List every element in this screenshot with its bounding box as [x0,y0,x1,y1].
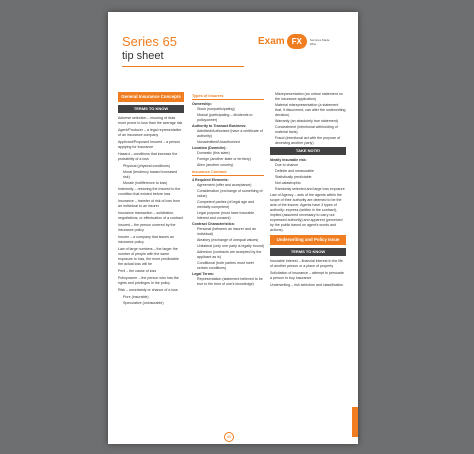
term-insured: Insured – the person covered by the insurance policy [118,223,176,232]
authority-admitted: Admitted/Authorized (have a certificate of authority) [197,129,263,138]
char-adhesion: Adhesion (contracts are accepted by the applicant as is) [197,250,262,259]
legal-representation: Representation (statement believed to be true to the best of one's knowledge) [197,277,263,286]
term-underwriting: Underwriting – risk selection and classification [270,283,344,287]
ideal-statistically-predictable: Statistically predictable [275,175,312,179]
ideal-randomly-selected: Randomly selected and large loss exposure [275,187,345,191]
tip-sheet-subtitle: tip sheet [122,50,164,62]
column-general-concepts [118,92,184,307]
char-unilateral: Unilateral (only one party is legally bound) [197,244,264,248]
term-insurable-interest: Insurable interest – financial interest in the life of another person or a place of property [270,259,343,268]
required-elements-heading: 4 Required Elements: [192,178,229,182]
section-types-of-insurers: Types of Insurers [192,94,264,100]
law-of-agency-note: Law of Agency – acts of the agents within the scope of their authority are deemed to be the acts of the insurer. Agents have 3 types of authority: express (written in the contract), implied (assumed necessary to carry out expressed authority) and apparent (perceived by the public based on agent's words and actions). [270,193,343,232]
terms-to-know-heading: TERMS TO KNOW [118,105,184,113]
tip-sheet-page [108,12,358,444]
section-general-insurance-concepts: General Insurance Concepts [118,92,184,102]
term-risk: Risk – uncertainty or chance of a loss [118,288,178,292]
char-aleatory: Aleatory (exchange of unequal values) [197,238,259,242]
ownership-heading: Ownership: [192,102,212,106]
hazard-moral: Moral (tendency toward increased risk) [123,170,178,179]
location-foreign: Foreign (another state or territory) [197,157,251,161]
authority-heading: Authority to Transact Business: [192,124,247,128]
ideal-risk-heading: Ideally insurable risk: [270,158,307,162]
title-rule [122,66,244,67]
authority-nonadmitted: Nonadmitted/Unauthorized [197,140,240,144]
term-insurance: Insurance – transfer of risk of loss from an individual to an insurer [118,199,181,208]
term-applicant: Applicant/Proposed Insured – a person applying for insurance [118,140,181,149]
ideal-not-catastrophic: Not catastrophic [275,181,301,185]
logo-fx-badge: FX [287,34,307,49]
section-underwriting-policy-issue: Underwriting and Policy Issue [270,235,346,245]
term-insurer: Insurer – a company that issues an insurance policy [118,235,174,244]
ownership-stock: Stock (nonparticipating) [197,107,235,111]
element-agreement: Agreement (offer and acceptance) [197,183,252,187]
legal-warranty: Warranty (an absolutely true statement) [275,119,338,123]
hazard-morale: Morale (indifference to loss) [123,181,168,185]
risk-speculative: Speculative (uninsurable) [123,301,164,305]
term-hazard: Hazard – conditions that increase the probability of a loss [118,152,178,161]
column-notes-underwriting [270,92,346,290]
term-solicitation: Solicitation of insurance – attempt to persuade a person to buy insurance [270,271,344,280]
logo-exam-text: Exam [258,36,285,47]
ideal-due-to-chance: Due to chance [275,163,299,167]
term-policyowner: Policyowner – the person who has the rights and privileges in the policy [118,276,179,285]
element-legal-purpose: Legal purpose (must have insurable interest and consent) [197,211,255,220]
hazard-physical: Physical (physical conditions) [123,164,170,168]
element-consideration: Consideration (exchange of something of value) [197,189,263,198]
section-insurance-contract: Insurance Contract [192,170,264,176]
logo-tagline: Services Made Wise [309,37,330,46]
term-indemnity: Indemnity – restoring the insured to the condition that existed before loss [118,187,181,196]
element-competent-parties: Competent parties (of legal age and mentally competent) [197,200,255,209]
legal-misrepresentation: Misrepresentation (an untrue statement on the insurance application) [275,92,343,101]
ownership-mutual: Mutual (participating – dividends to policyowner) [197,113,253,122]
examfx-logo [258,34,332,49]
column-insurers-contract [192,92,264,288]
risk-pure: Pure (insurable) [123,295,149,299]
term-peril: Peril – the cause of loss [118,269,157,273]
ideal-definite-measurable: Definite and measurable [275,169,314,173]
location-heading: Location (Domicile): [192,146,227,150]
legal-terms-heading: Legal Terms: [192,272,215,276]
orange-edge-tab [352,407,358,437]
legal-concealment: Concealment (intentional withholding of material facts) [275,125,338,134]
legal-material-misrepresentation: Material misrepresentation (a statement that, if discovered, can alter the underwriting decision) [275,103,346,117]
page-number: 69 [224,432,234,442]
term-adverse-selection: Adverse selection – insuring of risks more prone to loss than the average risk [118,116,183,125]
term-law-of-large-numbers: Law of large numbers – the larger the number of people with the same exposure to loss, the more predictable the actual loss will be [118,247,179,266]
term-agent-producer: Agent/Producer – a legal representative of an insurance company [118,128,182,137]
location-domestic: Domestic (this state) [197,151,230,155]
contract-characteristics-heading: Contract Characteristics: [192,222,235,226]
legal-fraud: Fraud (intentional act with the purpose of deceiving another party) [275,136,341,145]
term-insurance-transaction: Insurance transaction – solicitation, negotiations, or effectuation of a contract [118,211,183,220]
location-alien: Alien (another country) [197,163,234,167]
uw-terms-to-know-heading: TERMS TO KNOW [270,248,346,256]
char-personal: Personal (between an insurer and an individual) [197,227,256,236]
take-note-heading: TAKE NOTE! [270,147,346,155]
char-conditional: Conditional (both parties must meet certain conditions) [197,261,254,270]
series-title: Series 65 [122,34,177,49]
